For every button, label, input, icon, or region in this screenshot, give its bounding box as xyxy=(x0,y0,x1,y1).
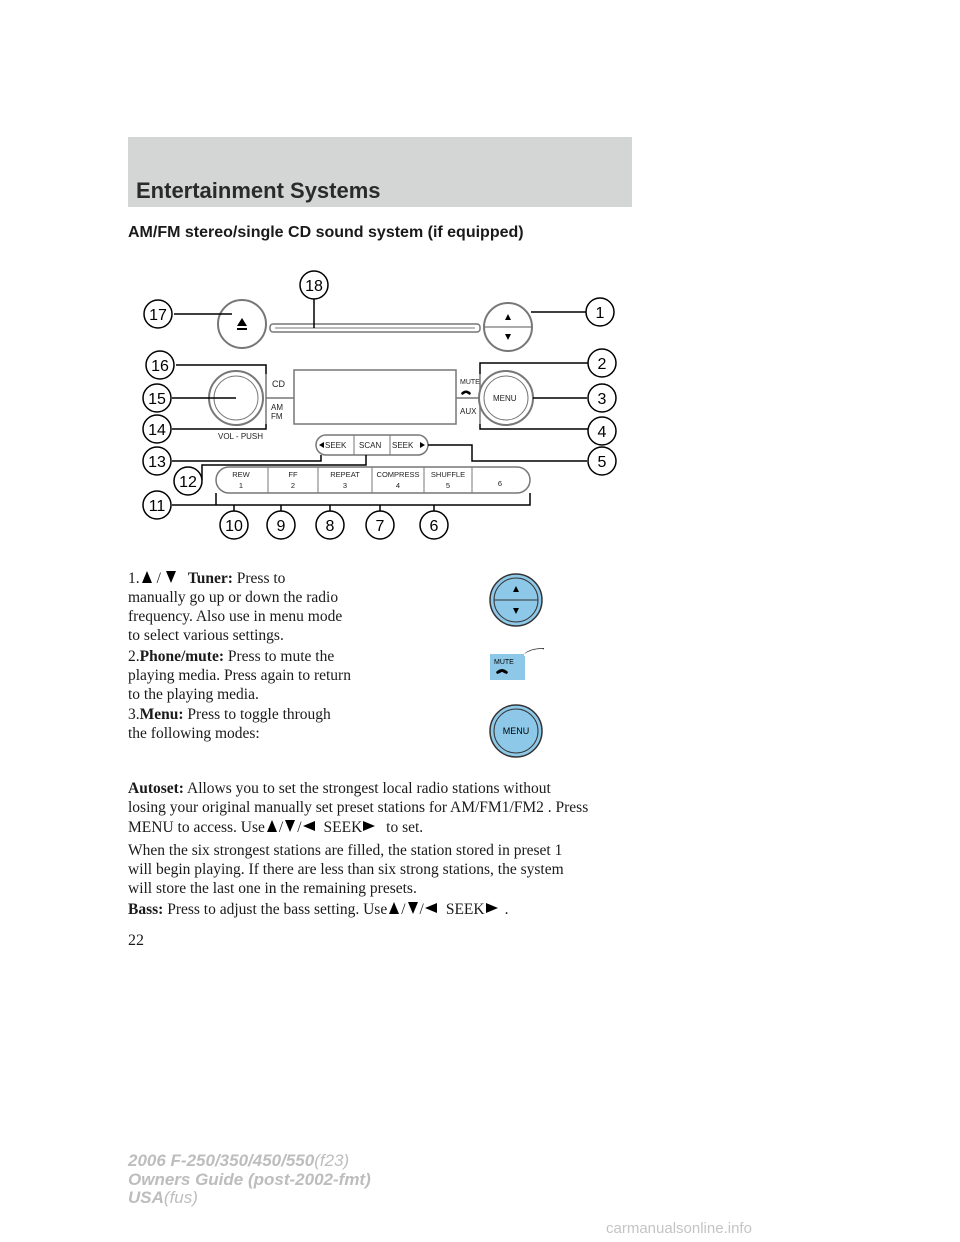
preset-6-num: 6 xyxy=(497,479,503,488)
label-seek-right: SEEK xyxy=(392,441,414,450)
footer-guide: Owners Guide (post-2002-fmt) xyxy=(128,1169,371,1189)
item-1-separator: / xyxy=(156,570,161,587)
autoset-paragraph xyxy=(128,779,648,817)
footer-market: USA xyxy=(128,1188,164,1207)
up-arrow-icon xyxy=(387,901,401,915)
tuner-button-illustration xyxy=(484,303,532,351)
bass-sep2: / xyxy=(419,901,424,918)
cd-slot-illustration xyxy=(270,324,480,332)
menu-button-thumbnail xyxy=(488,703,544,759)
callout-11 xyxy=(143,491,171,519)
item-1-term: Tuner: xyxy=(187,570,233,587)
footer-model: 2006 F-250/350/450/550 xyxy=(128,1151,315,1170)
item-phone-mute xyxy=(128,647,388,704)
six-strongest-line1: When the six strongest stations are filled, the station stored in preset 1 xyxy=(128,842,563,859)
callout-9 xyxy=(267,511,295,539)
item-2-line3: to the playing media. xyxy=(128,686,259,703)
callout-18 xyxy=(300,271,328,299)
item-3-line1: Press to toggle through xyxy=(187,706,331,723)
svg-text:15: 15 xyxy=(148,391,166,408)
callout-1 xyxy=(586,298,614,326)
item-3-line2: the following modes: xyxy=(128,725,260,742)
six-strongest-line2: will begin playing. If there are less than six strong stations, the system xyxy=(128,861,564,878)
preset-4-label: COMPRESS xyxy=(376,470,420,479)
item-2-number: 2. xyxy=(128,648,140,665)
preset-3-num: 3 xyxy=(342,481,348,490)
preset-bar xyxy=(216,467,530,493)
page-header-title: Entertainment Systems xyxy=(136,178,381,203)
label-fm: FM xyxy=(271,412,283,421)
item-2-term: Phone/mute: xyxy=(139,648,225,665)
watermark: carmanualsonline.info xyxy=(606,1220,752,1237)
bass-term: Bass: xyxy=(128,901,164,918)
right-arrow-icon xyxy=(362,819,376,833)
label-seek-left: SEEK xyxy=(325,441,347,450)
label-vol-push: VOL - PUSH xyxy=(218,432,264,441)
left-arrow-icon xyxy=(302,819,316,833)
bass-text: Press to adjust the bass setting. Use xyxy=(167,901,388,918)
bass-end: . xyxy=(504,901,509,918)
svg-text:18: 18 xyxy=(305,278,323,295)
left-arrow-icon xyxy=(424,901,438,915)
svg-text:7: 7 xyxy=(375,518,385,535)
autoset-term: Autoset: xyxy=(128,780,184,797)
bass-sep1: / xyxy=(401,901,406,918)
svg-text:5: 5 xyxy=(597,454,607,471)
footer-market-code: (fus) xyxy=(163,1188,198,1207)
callout-5 xyxy=(588,447,616,475)
svg-text:4: 4 xyxy=(597,424,607,441)
svg-text:1: 1 xyxy=(595,305,605,322)
radio-faceplate-diagram xyxy=(128,262,632,552)
autoset-sep1: / xyxy=(278,819,284,836)
preset-4-num: 4 xyxy=(395,481,401,490)
svg-text:9: 9 xyxy=(276,518,286,535)
callout-17 xyxy=(144,300,172,328)
item-tuner xyxy=(128,569,388,645)
preset-5-num: 5 xyxy=(445,481,451,490)
svg-text:10: 10 xyxy=(225,518,243,535)
down-arrow-icon xyxy=(164,570,178,584)
item-3-number: 3. xyxy=(128,706,140,723)
label-aux: AUX xyxy=(460,407,477,416)
six-strongest-line3: will store the last one in the remaining presets. xyxy=(128,880,417,897)
label-mute: MUTE xyxy=(460,379,480,386)
phone-glyph xyxy=(461,391,471,396)
item-2-line1: Press to mute the xyxy=(227,648,335,665)
preset-1-num: 1 xyxy=(238,481,244,490)
autoset-line3-post: to set. xyxy=(386,819,424,836)
preset-2-label: FF xyxy=(288,470,298,479)
tuner-button-thumbnail xyxy=(488,572,544,628)
svg-text:16: 16 xyxy=(151,358,169,375)
svg-text:12: 12 xyxy=(179,474,197,491)
label-scan: SCAN xyxy=(359,441,382,450)
svg-text:11: 11 xyxy=(148,498,166,515)
bass-seek: SEEK xyxy=(445,901,485,918)
label-cd: CD xyxy=(272,379,285,389)
callout-6 xyxy=(420,511,448,539)
page-number: 22 xyxy=(128,932,144,949)
label-am: AM xyxy=(271,403,283,412)
callout-2 xyxy=(588,349,616,377)
section-heading: AM/FM stereo/single CD sound system (if equipped) xyxy=(128,224,524,241)
callout-14 xyxy=(143,415,171,443)
label-menu: MENU xyxy=(493,394,517,403)
up-arrow-icon xyxy=(140,570,154,584)
preset-3-label: REPEAT xyxy=(330,470,360,479)
svg-text:8: 8 xyxy=(325,518,335,535)
item-1-number: 1. xyxy=(128,570,140,587)
svg-text:3: 3 xyxy=(597,391,607,408)
callout-10 xyxy=(220,511,248,539)
six-strongest-paragraph xyxy=(128,841,648,898)
callout-13 xyxy=(143,447,171,475)
callout-7 xyxy=(366,511,394,539)
item-3-term: Menu: xyxy=(139,706,184,723)
svg-text:13: 13 xyxy=(148,454,166,471)
mute-thumb-label: MUTE xyxy=(494,659,514,666)
svg-text:2: 2 xyxy=(597,356,607,373)
down-arrow-icon xyxy=(406,901,420,915)
footer xyxy=(128,1152,371,1208)
up-arrow-icon xyxy=(265,819,279,833)
autoset-line3 xyxy=(128,818,648,837)
autoset-sep2: / xyxy=(297,819,302,836)
callout-3 xyxy=(588,384,616,412)
down-arrow-icon xyxy=(283,819,297,833)
svg-text:6: 6 xyxy=(429,518,439,535)
callout-16 xyxy=(146,351,174,379)
menu-thumb-label: MENU xyxy=(502,726,530,736)
display-illustration xyxy=(294,370,456,424)
item-2-line2: playing media. Press again to return xyxy=(128,667,351,684)
callout-8 xyxy=(316,511,344,539)
callout-12 xyxy=(174,467,202,495)
autoset-seek: SEEK xyxy=(323,819,363,836)
autoset-line3-pre: MENU to access. Use xyxy=(128,819,265,836)
preset-1-label: REW xyxy=(232,470,250,479)
autoset-line1: Allows you to set the strongest local radio stations without xyxy=(187,780,551,797)
item-1-line3: frequency. Also use in menu mode xyxy=(128,608,343,625)
autoset-line2: losing your original manually set preset stations for AM/FM1/FM2 . Press xyxy=(128,799,589,816)
bass-paragraph xyxy=(128,900,648,919)
callout-15 xyxy=(143,384,171,412)
item-1-line4: to select various settings. xyxy=(128,627,284,644)
svg-text:14: 14 xyxy=(148,422,166,439)
preset-5-label: SHUFFLE xyxy=(430,470,466,479)
item-1-line2: manually go up or down the radio xyxy=(128,589,339,606)
mute-button-thumbnail xyxy=(490,648,546,682)
item-menu xyxy=(128,705,388,743)
preset-2-num: 2 xyxy=(290,481,296,490)
svg-text:17: 17 xyxy=(149,307,167,324)
right-arrow-icon xyxy=(485,901,499,915)
eject-button-illustration xyxy=(218,300,266,348)
callout-4 xyxy=(588,417,616,445)
footer-model-code: (f23) xyxy=(314,1151,350,1170)
item-1-line1: Press to xyxy=(236,570,286,587)
